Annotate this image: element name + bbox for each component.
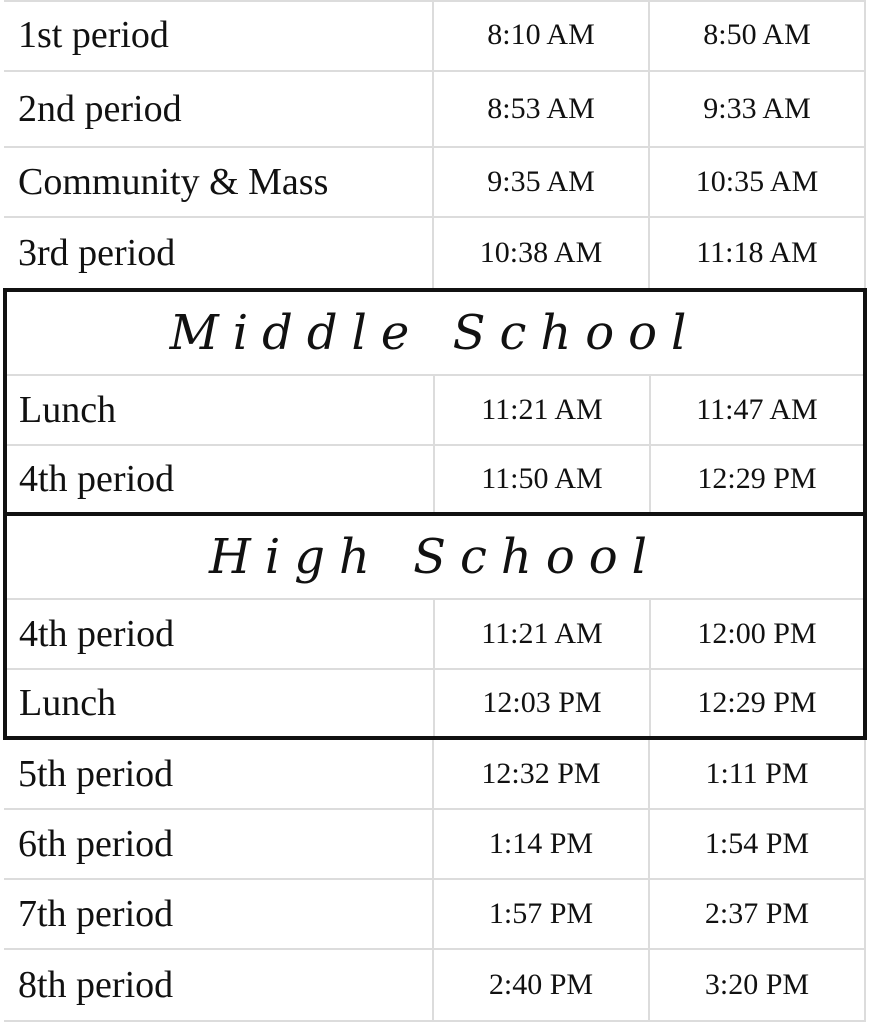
middle-school-section [3, 288, 867, 516]
table-row-hs-lunch [7, 670, 863, 736]
start-time: 11:21 AM [433, 376, 649, 444]
start-time: 1:57 PM [432, 880, 648, 948]
start-time: 10:38 AM [432, 218, 648, 288]
end-time: 2:37 PM [648, 880, 866, 948]
period-name: 4th period [19, 613, 175, 655]
table-row-3rd-period [4, 218, 866, 288]
start-time: 8:53 AM [432, 72, 648, 146]
end-time: 11:47 AM [649, 376, 863, 444]
high-school-header [7, 516, 863, 600]
section-title: Middle School [169, 305, 701, 361]
table-row-ms-lunch [7, 376, 863, 446]
table-row-5th-period [4, 740, 866, 810]
end-time: 11:18 AM [648, 218, 866, 288]
period-name: 7th period [18, 893, 174, 935]
start-time: 2:40 PM [432, 950, 648, 1020]
end-time: 12:00 PM [649, 600, 863, 668]
period-name: 2nd period [18, 88, 182, 130]
period-name: 6th period [18, 823, 174, 865]
start-time: 9:35 AM [432, 148, 648, 216]
start-time: 12:03 PM [433, 670, 649, 736]
section-title: High School [209, 529, 661, 585]
start-time: 8:10 AM [432, 0, 648, 70]
period-name: 3rd period [18, 232, 176, 274]
end-time: 12:29 PM [649, 446, 863, 512]
period-name: 8th period [18, 964, 174, 1006]
end-time: 8:50 AM [648, 0, 866, 70]
middle-school-header [7, 292, 863, 376]
table-row-ms-4th-period [7, 446, 863, 512]
end-time: 10:35 AM [648, 148, 866, 216]
period-name: 5th period [18, 753, 174, 795]
table-row-hs-4th-period [7, 600, 863, 670]
start-time: 11:21 AM [433, 600, 649, 668]
table-row-7th-period [4, 880, 866, 950]
table-row-1st-period [4, 0, 866, 72]
start-time: 11:50 AM [433, 446, 649, 512]
end-time: 1:54 PM [648, 810, 866, 878]
start-time: 12:32 PM [432, 740, 648, 808]
end-time: 3:20 PM [648, 950, 866, 1020]
high-school-section [3, 512, 867, 740]
start-time: 1:14 PM [432, 810, 648, 878]
table-row-6th-period [4, 810, 866, 880]
end-time: 1:11 PM [648, 740, 866, 808]
end-time: 12:29 PM [649, 670, 863, 736]
period-name: Lunch [19, 682, 117, 724]
period-name: Lunch [19, 389, 117, 431]
period-name: 4th period [19, 458, 175, 500]
table-row-community-mass [4, 148, 866, 218]
end-time: 9:33 AM [648, 72, 866, 146]
period-name: Community & Mass [18, 161, 329, 203]
period-name: 1st period [18, 14, 169, 56]
table-row-8th-period [4, 950, 866, 1022]
table-row-2nd-period [4, 72, 866, 148]
